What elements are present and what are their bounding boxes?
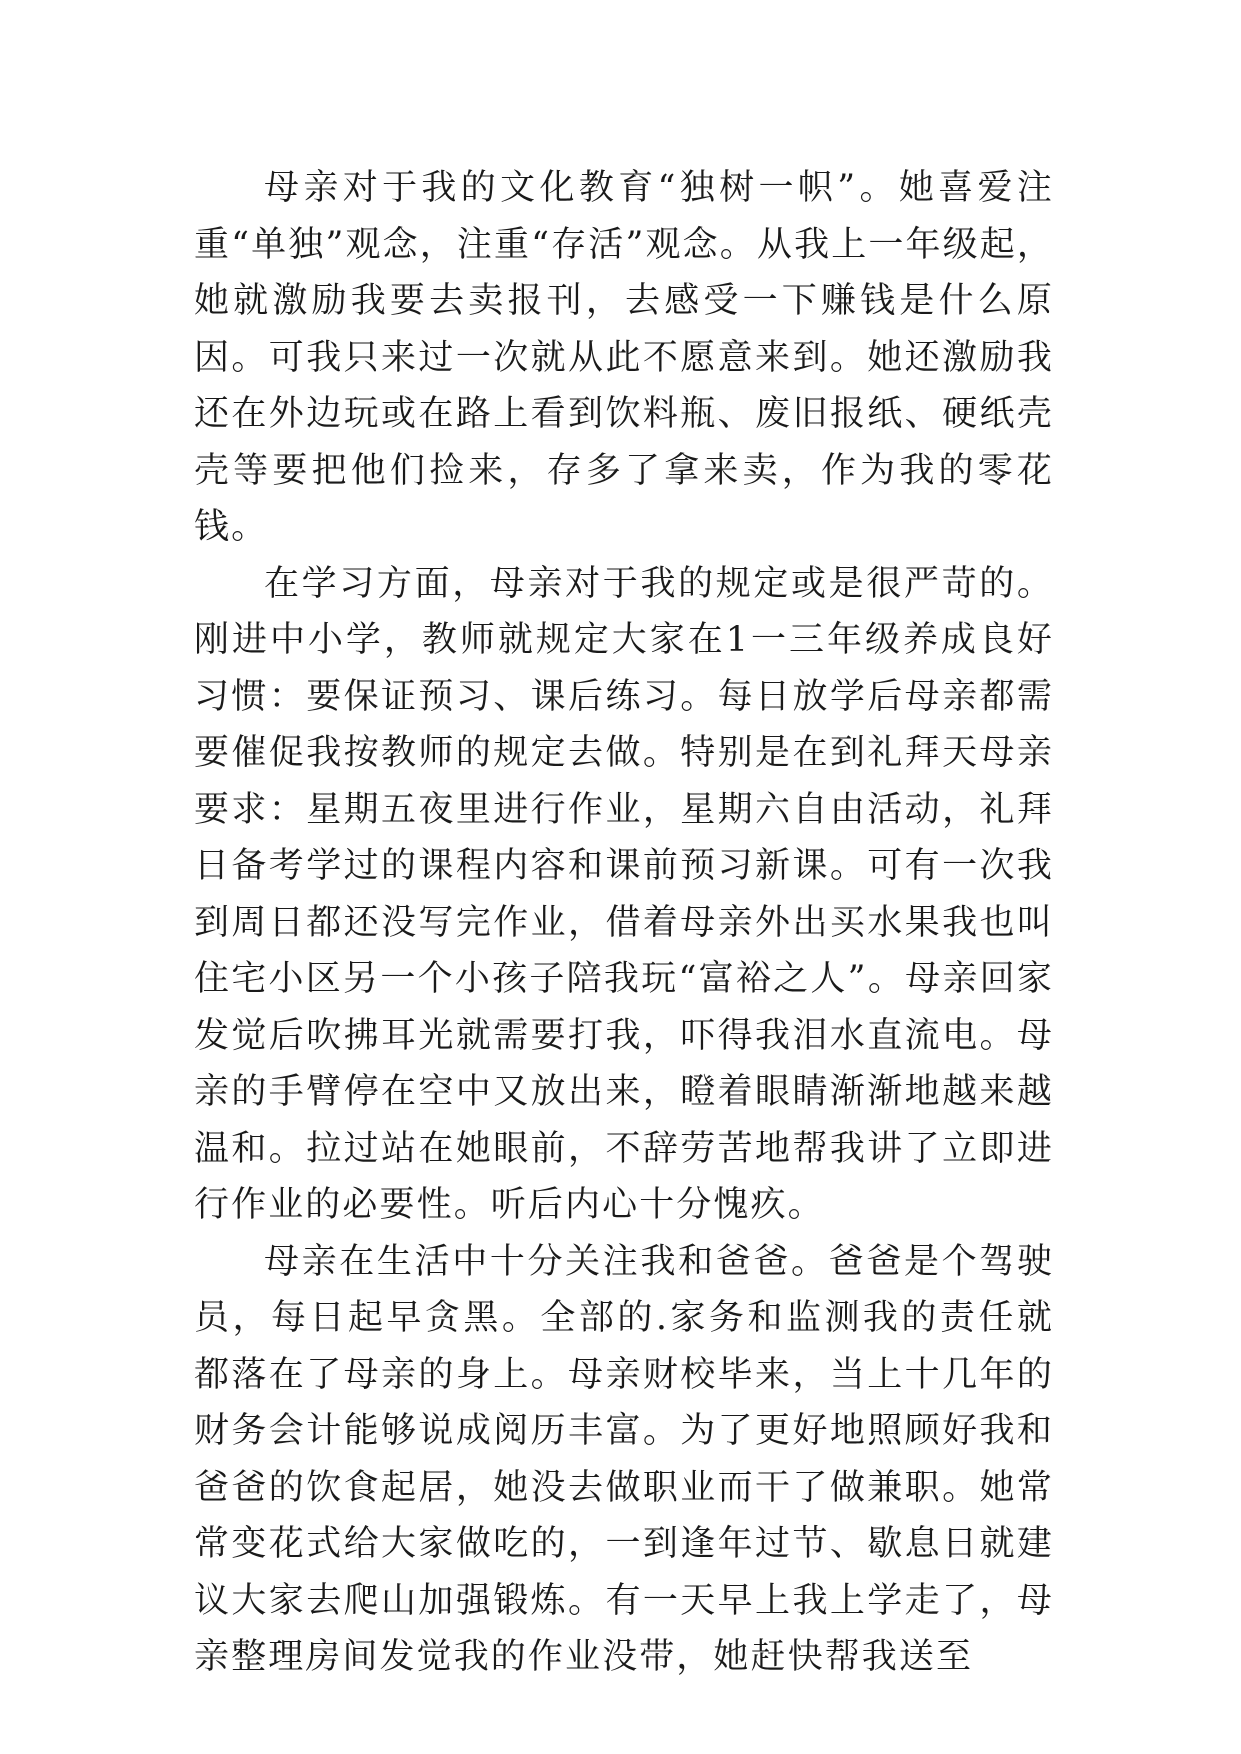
paragraph-cultural-education: 母亲对于我的文化教育“独树一帜”。她喜爱注重“单独”观念，注重“存活”观念。从我上一年级起，她就激励我要去卖报刊，去感受一下赚钱是什么原因。可我只来过一次就从此不愿意来到。她还激励我还在外边玩或在路上看到饮料瓶、废旧报纸、硬纸壳壳等要把他们捡来，存多了拿来卖，作为我的零花钱。: [194, 168, 1054, 547]
paragraph-daily-life: 母亲在生活中十分关注我和爸爸。爸爸是个驾驶员，每日起早贪黑。全部的.家务和监测我的责任就都落在了母亲的身上。母亲财校毕来，当上十几年的财务会计能够说成阅历丰富。为了更好地照顾好我和爸爸的饮食起居，她没去做职业而干了做兼职。她常常变花式给大家做吃的，一到逢年过节、歇息日就建议大家去爬山加强锻炼。有一天早上我上学走了，母亲整理房间发觉我的作业没带，她赶快帮我送至: [194, 1241, 1054, 1677]
document-body: [194, 160, 1054, 1686]
paragraph-study: 在学习方面，母亲对于我的规定或是很严苛的。刚进中小学，教师就规定大家在1一三年级养成良好习惯：要保证预习、课后练习。每日放学后母亲都需要催促我按教师的规定去做。特别是在到礼拜天母亲要求：星期五夜里进行作业，星期六自由活动，礼拜日备考学过的课程内容和课前预习新课。可有一次我到周日都还没写完作业，借着母亲外出买水果我也叫住宅小区另一个小孩子陪我玩“富裕之人”。母亲回家发觉后吹拂耳光就需要打我，吓得我泪水直流电。母亲的手臂停在空中又放出来，瞪着眼睛渐渐地越来越温和。拉过站在她眼前，不辞劳苦地帮我讲了立即进行作业的必要性。听后内心十分愧疚。: [194, 563, 1054, 1225]
